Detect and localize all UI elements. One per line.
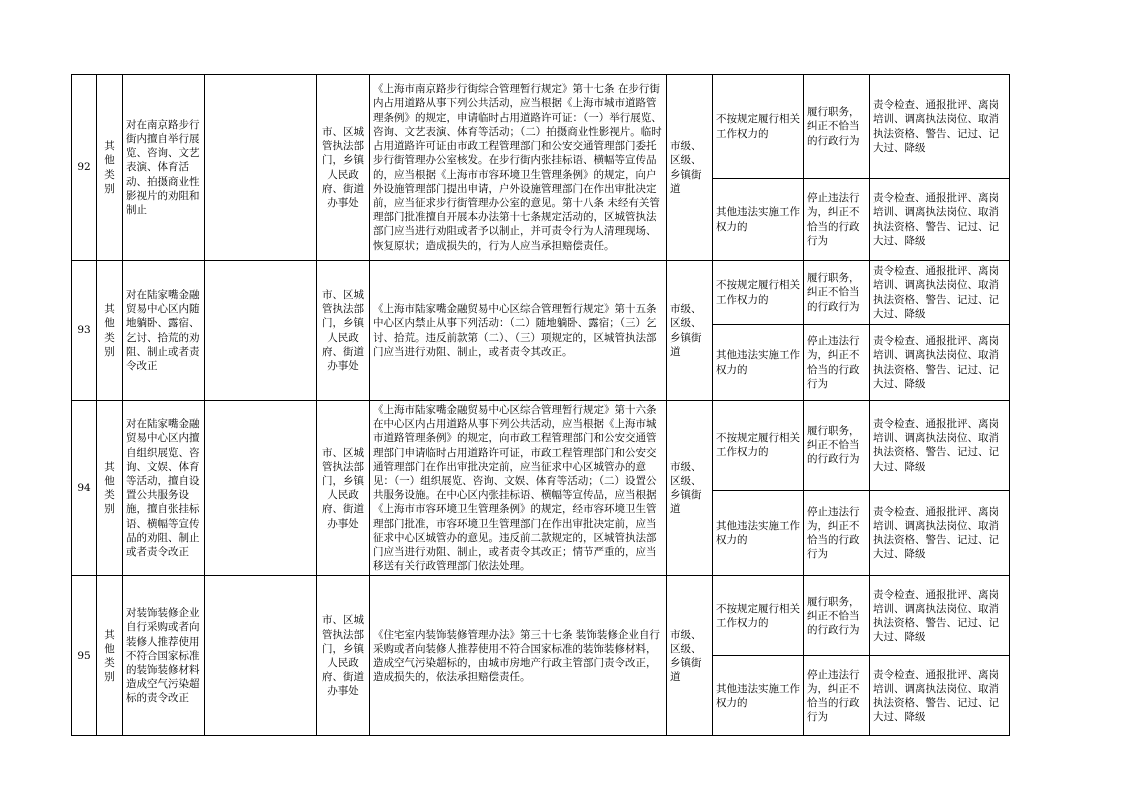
department-cell: 市、区城管执法部门，乡镇人民政府、街道办事处 — [317, 261, 370, 401]
accountability-cell: 责令检查、通报批评、离岗培训、调离执法岗位、取消执法资格、警告、记过、记大过、降级 — [870, 261, 1010, 325]
department-cell: 市、区城管执法部门，乡镇人民政府、街道办事处 — [317, 576, 370, 736]
accountability-cell: 责令检查、通报批评、离岗培训、调离执法岗位、取消执法资格、警告、记过、记大过、降级 — [870, 656, 1010, 736]
item-name-cell: 对在陆家嘴金融贸易中心区内随地躺卧、露宿、乞讨、拾荒的劝阻、制止或者责令改正 — [123, 261, 205, 401]
situation-cell: 其他违法实施工作权力的 — [713, 325, 804, 401]
level-cell: 市级、区级、乡镇街道 — [667, 576, 713, 736]
situation-cell: 其他违法实施工作权力的 — [713, 656, 804, 736]
legal-basis-cell: 《上海市陆家嘴金融贸易中心区综合管理暂行规定》第十五条 中心区内禁止从事下列活动：（二）随地躺卧、露宿；（三）乞讨、拾荒。违反前款第（二）、（三）项规定的，区城管执法部门应当进行劝阻、制止，或者责令其改正。 — [370, 261, 667, 401]
row-number: 92 — [72, 75, 97, 261]
situation-cell: 不按规定履行相关工作权力的 — [713, 75, 804, 179]
power-list-table — [71, 74, 1010, 736]
situation-cell: 不按规定履行相关工作权力的 — [713, 401, 804, 491]
accountability-cell: 责令检查、通报批评、离岗培训、调离执法岗位、取消执法资格、警告、记过、记大过、降级 — [870, 75, 1010, 179]
blank-cell — [205, 75, 317, 261]
item-name-cell: 对装饰装修企业自行采购或者向装修人推荐使用不符合国家标准的装饰装修材料造成空气污染超标的责令改正 — [123, 576, 205, 736]
item-name-cell: 对在陆家嘴金融贸易中心区内擅自组织展览、咨询、文娱、体育等活动，擅自设置公共服务设施，擅自张挂标语、横幅等宣传品的劝阻、制止或者责令改正 — [123, 401, 205, 576]
category-cell: 其他类别 — [97, 401, 123, 576]
situation-cell: 其他违法实施工作权力的 — [713, 179, 804, 261]
level-cell: 市级、区级、乡镇街道 — [667, 401, 713, 576]
item-name-cell: 对在南京路步行街内擅自举行展览、咨询、文艺表演、体育活动、拍摄商业性影视片的劝阻和制止 — [123, 75, 205, 261]
responsibility-cell: 停止违法行为，纠正不恰当的行政行为 — [804, 325, 870, 401]
blank-cell — [205, 576, 317, 736]
table-row — [72, 261, 1010, 325]
department-cell: 市、区城管执法部门，乡镇人民政府、街道办事处 — [317, 401, 370, 576]
accountability-cell: 责令检查、通报批评、离岗培训、调离执法岗位、取消执法资格、警告、记过、记大过、降级 — [870, 401, 1010, 491]
table-row — [72, 75, 1010, 179]
category-cell: 其他类别 — [97, 75, 123, 261]
row-number: 95 — [72, 576, 97, 736]
responsibility-cell: 履行职务，纠正不恰当的行政行为 — [804, 401, 870, 491]
accountability-cell: 责令检查、通报批评、离岗培训、调离执法岗位、取消执法资格、警告、记过、记大过、降级 — [870, 576, 1010, 656]
department-cell: 市、区城管执法部门，乡镇人民政府、街道办事处 — [317, 75, 370, 261]
table-row — [72, 401, 1010, 491]
category-cell: 其他类别 — [97, 576, 123, 736]
situation-cell: 其他违法实施工作权力的 — [713, 490, 804, 576]
responsibility-cell: 履行职务，纠正不恰当的行政行为 — [804, 75, 870, 179]
legal-basis-cell: 《上海市陆家嘴金融贸易中心区综合管理暂行规定》第十六条 在中心区内占用道路从事下列公共活动，应当根据《上海市城市道路管理条例》的规定，向市政工程管理部门和公安交通管理部门申请临时占用道路许可证，市政工程管理部门和公安交通管理部门在作出审批决定前，应当征求中心区城管办的意见：（一）组织展览、咨询、文娱、体育等活动；（二）设置公共服务设施。在中心区内张挂标语、横幅等宣传品，应当根据《上海市市容环境卫生管理条例》的规定，经市容环境卫生管理部门批准，市容环境卫生管理部门在作出审批决定前，应当征求中心区城管办的意见。违反前二款规定的，区城管执法部门应当进行劝阻、制止，或者责令其改正；情节严重的，应当移送有关行政管理部门依法处理。 — [370, 401, 667, 576]
blank-cell — [205, 261, 317, 401]
row-number: 93 — [72, 261, 97, 401]
responsibility-cell: 履行职务，纠正不恰当的行政行为 — [804, 261, 870, 325]
blank-cell — [205, 401, 317, 576]
accountability-cell: 责令检查、通报批评、离岗培训、调离执法岗位、取消执法资格、警告、记过、记大过、降级 — [870, 490, 1010, 576]
category-cell: 其他类别 — [97, 261, 123, 401]
accountability-cell: 责令检查、通报批评、离岗培训、调离执法岗位、取消执法资格、警告、记过、记大过、降级 — [870, 325, 1010, 401]
row-number: 94 — [72, 401, 97, 576]
accountability-cell: 责令检查、通报批评、离岗培训、调离执法岗位、取消执法资格、警告、记过、记大过、降级 — [870, 179, 1010, 261]
level-cell: 市级、区级、乡镇街道 — [667, 75, 713, 261]
responsibility-cell: 停止违法行为，纠正不恰当的行政行为 — [804, 656, 870, 736]
situation-cell: 不按规定履行相关工作权力的 — [713, 261, 804, 325]
level-cell: 市级、区级、乡镇街道 — [667, 261, 713, 401]
table-body — [72, 75, 1010, 736]
situation-cell: 不按规定履行相关工作权力的 — [713, 576, 804, 656]
responsibility-cell: 履行职务，纠正不恰当的行政行为 — [804, 576, 870, 656]
legal-basis-cell: 《住宅室内装饰装修管理办法》第三十七条 装饰装修企业自行采购或者向装修人推荐使用不符合国家标准的装饰装修材料，造成空气污染超标的，由城市房地产行政主管部门责令改正，造成损失的，依法承担赔偿责任。 — [370, 576, 667, 736]
responsibility-cell: 停止违法行为，纠正不恰当的行政行为 — [804, 179, 870, 261]
table-row — [72, 576, 1010, 656]
responsibility-cell: 停止违法行为，纠正不恰当的行政行为 — [804, 490, 870, 576]
legal-basis-cell: 《上海市南京路步行街综合管理暂行规定》第十七条 在步行街内占用道路从事下列公共活动，应当根据《上海市城市道路管理条例》的规定，申请临时占用道路许可证：（一）举行展览、咨询、文艺表演、体育等活动；（二）拍摄商业性影视片。临时占用道路许可证由市政工程管理部门和公安交通管理部门委托步行街管理办公室核发。在步行街内张挂标语、横幅等宣传品的，应当根据《上海市市容环境卫生管理条例》的规定，向户外设施管理部门提出申请，户外设施管理部门在作出审批决定前，应当征求步行街管理办公室的意见。第十八条 未经有关管理部门批准擅自开展本办法第十七条规定活动的，区城管执法部门应当进行劝阻或者予以制止，并可责令行为人清理现场、恢复原状；造成损失的，行为人应当承担赔偿责任。 — [370, 75, 667, 261]
